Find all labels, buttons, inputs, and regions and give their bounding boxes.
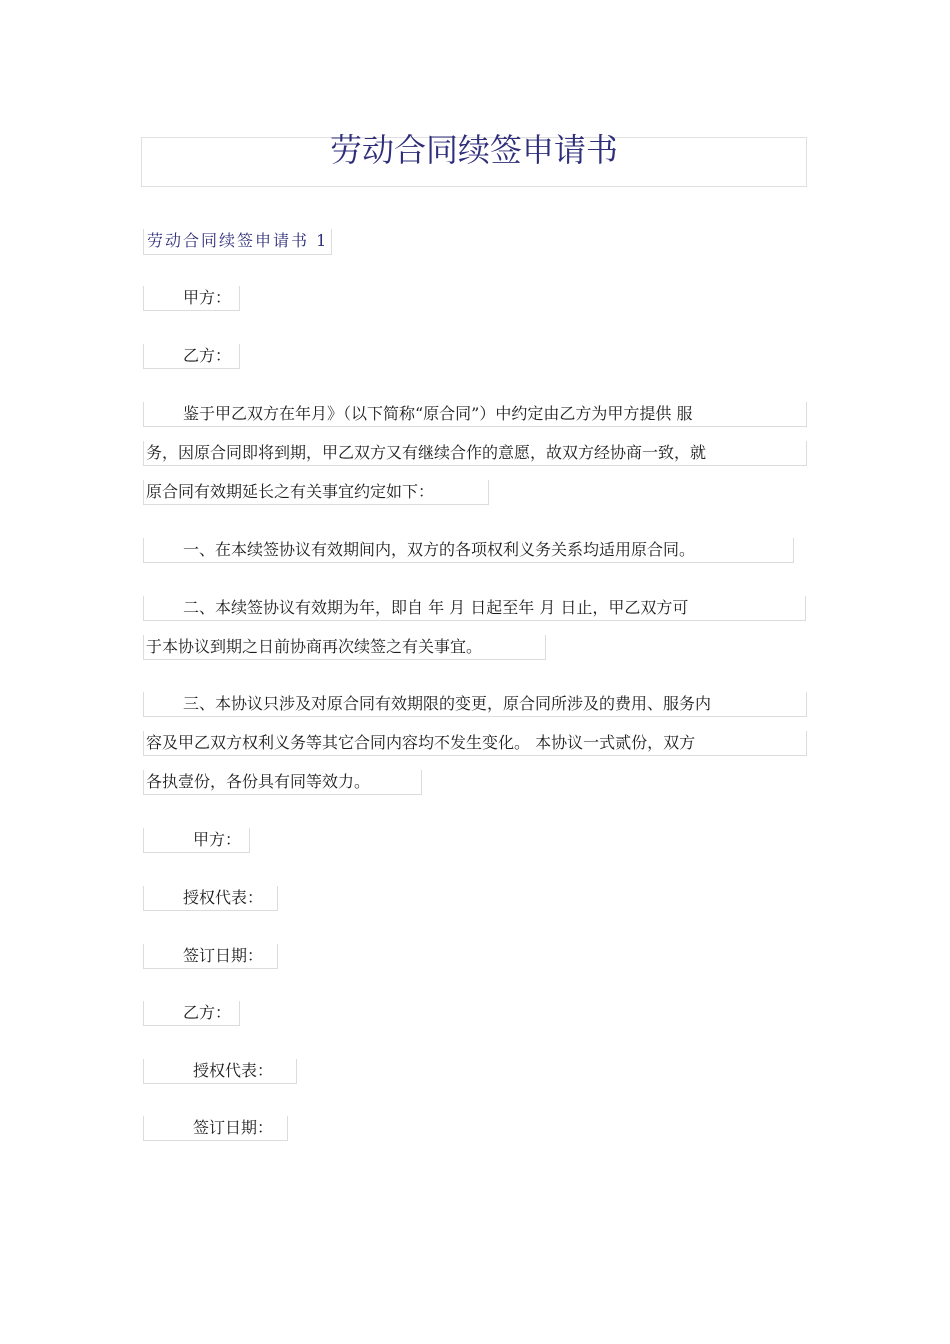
intro-line-1: 鉴于甲乙双方在年月》（以下简称“原合同”）中约定由乙方为甲方提供 服	[143, 402, 807, 427]
signature-party-a: 甲方：	[143, 828, 250, 853]
clause-2-line-1: 二、本续签协议有效期为年，即自 年 月 日起至年 月 日止，甲乙双方可	[143, 596, 806, 621]
signature-b-representative: 授权代表：	[143, 1059, 297, 1084]
intro-line-2: 务，因原合同即将到期，甲乙双方又有继续合作的意愿，故双方经协商一致，就	[143, 441, 807, 466]
clause-3-line-2: 容及甲乙双方权利义务等其它合同内容均不发生变化。 本协议一式贰份，双方	[143, 731, 807, 756]
signature-b-date: 签订日期：	[143, 1116, 288, 1141]
party-b-label: 乙方：	[143, 344, 240, 369]
clause-1-line-1: 一、在本续签协议有效期间内，双方的各项权利义务关系均适用原合同。	[143, 538, 794, 563]
signature-a-representative: 授权代表：	[143, 886, 278, 911]
signature-a-date: 签订日期：	[143, 944, 278, 969]
clause-2-line-2: 于本协议到期之日前协商再次续签之有关事宜。	[143, 635, 546, 660]
signature-party-b: 乙方：	[143, 1001, 240, 1026]
clause-3-line-1: 三、本协议只涉及对原合同有效期限的变更，原合同所涉及的费用、服务内	[143, 692, 807, 717]
clause-3-line-3: 各执壹份，各份具有同等效力。	[143, 770, 422, 795]
document-subtitle: 劳动合同续签申请书 1	[143, 229, 332, 255]
party-a-label: 甲方：	[143, 286, 240, 311]
page-title: 劳动合同续签申请书	[141, 137, 807, 187]
intro-line-3: 原合同有效期延长之有关事宜约定如下：	[143, 480, 489, 505]
